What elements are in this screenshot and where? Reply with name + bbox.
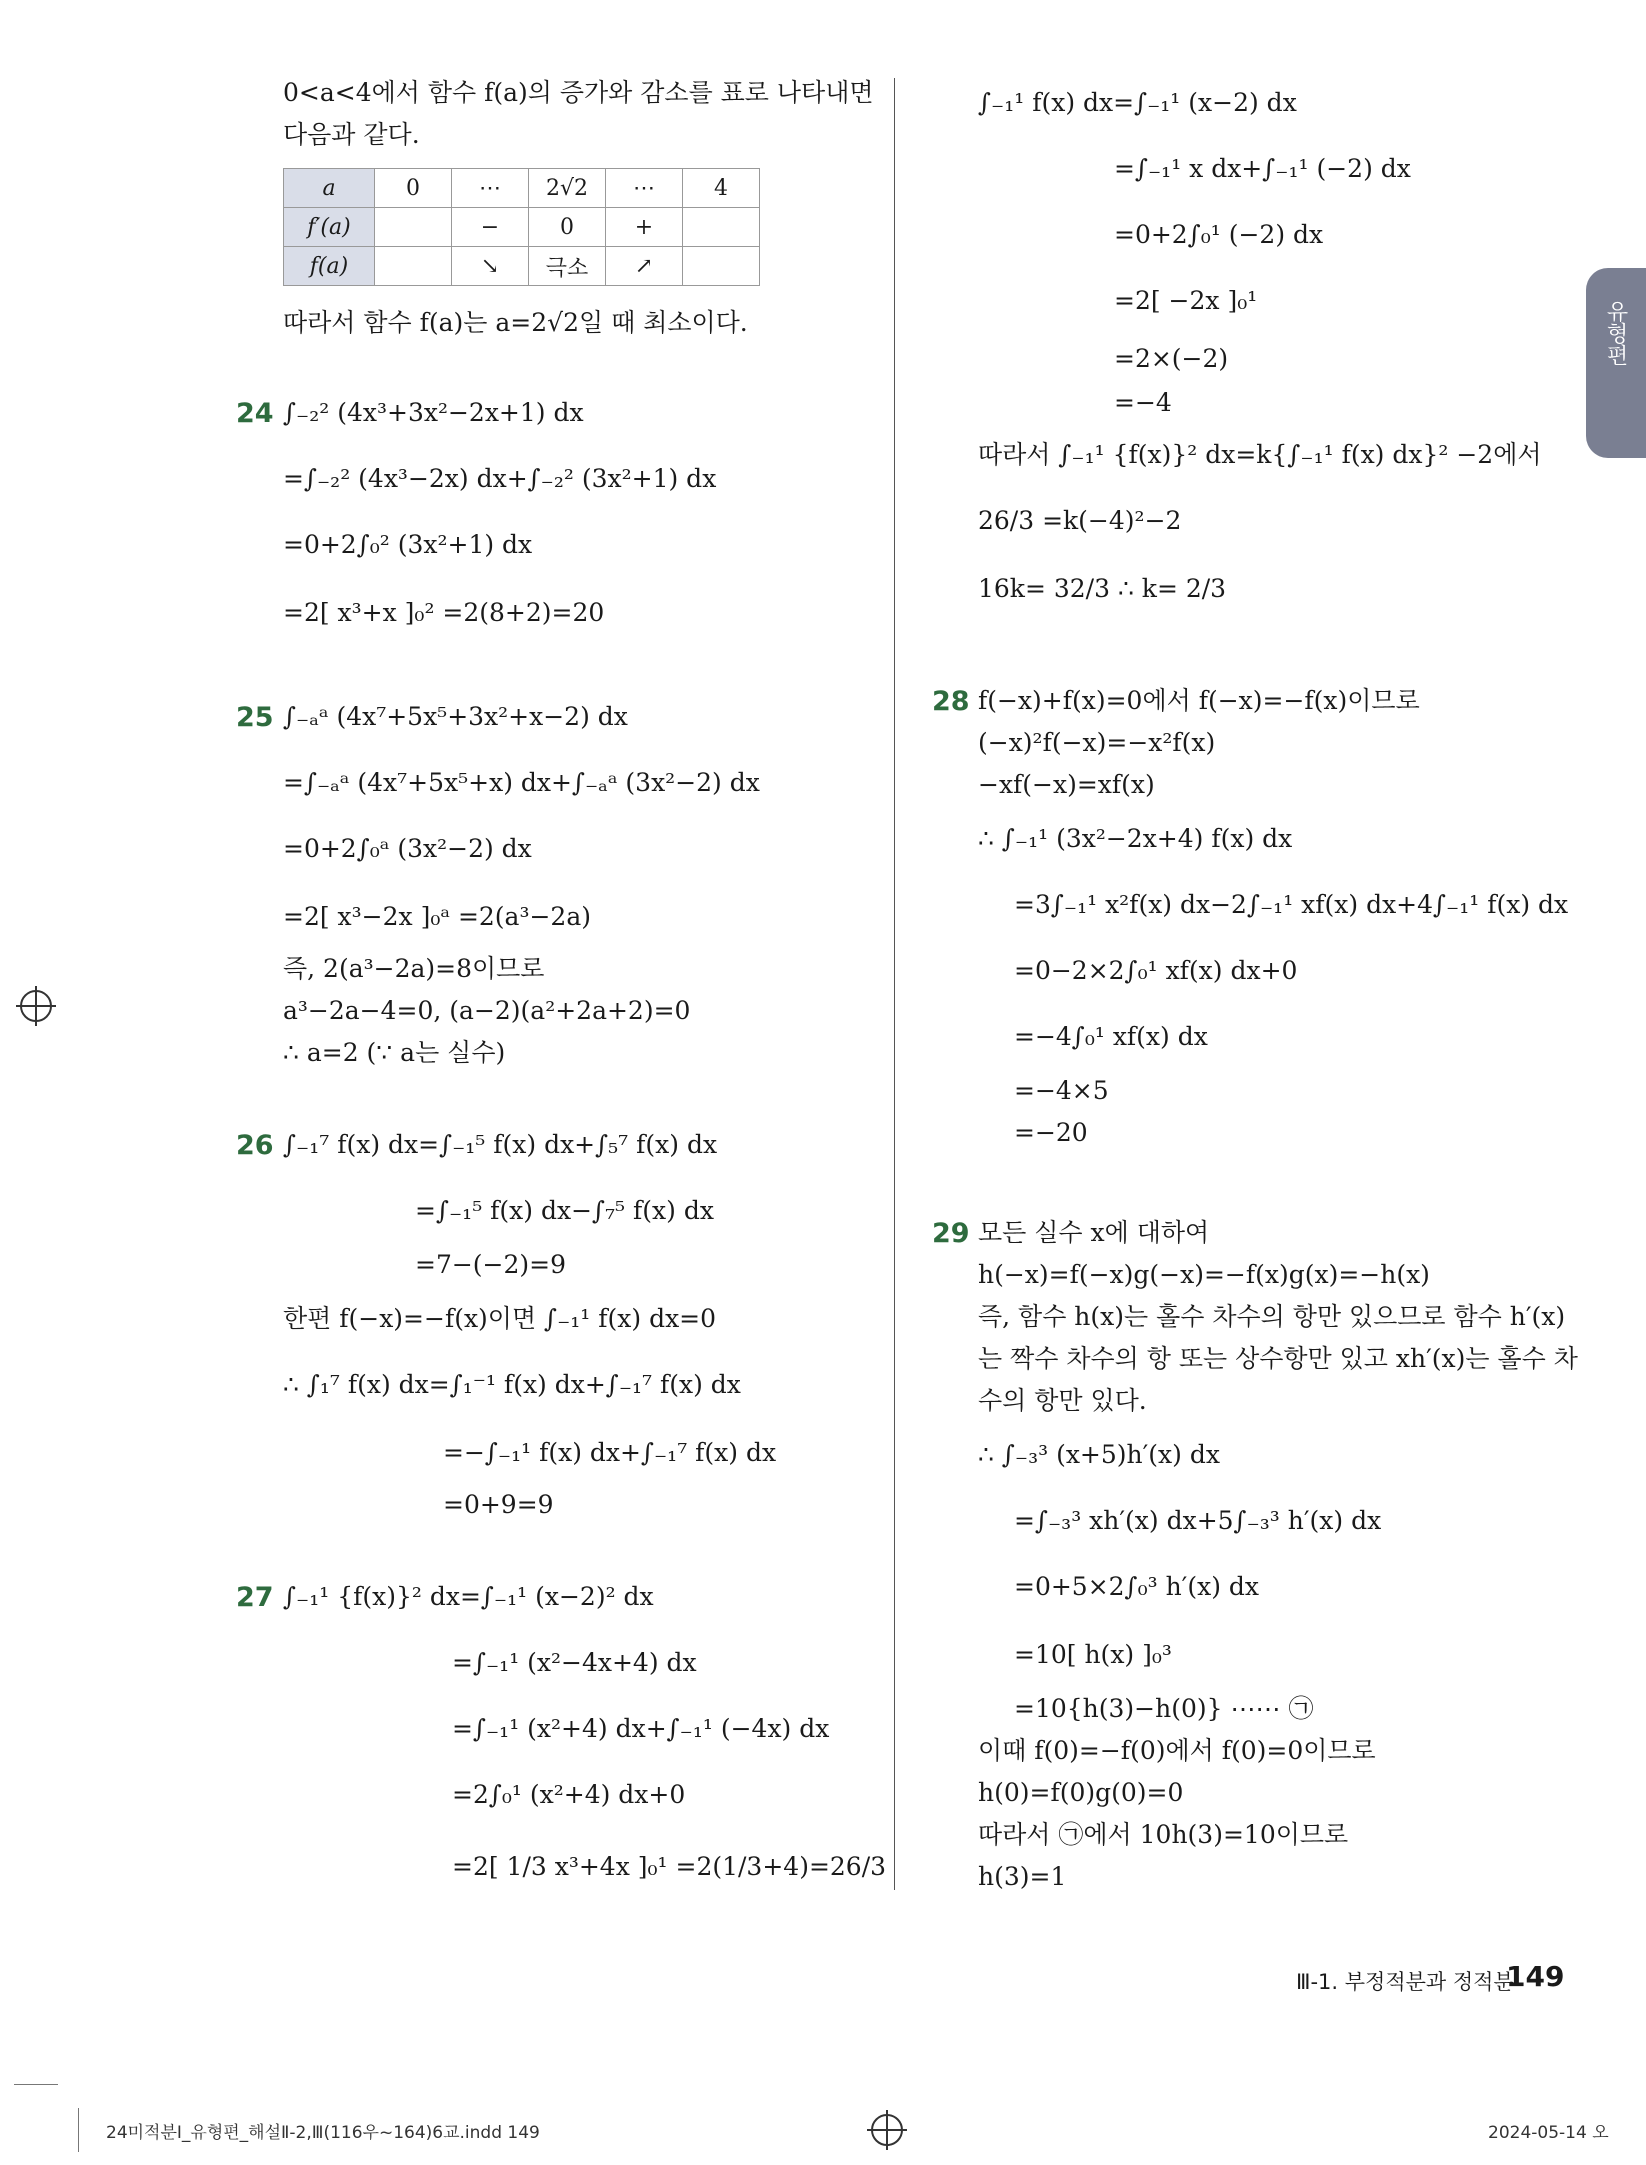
- p29-line: h(3)=1: [978, 1862, 1067, 1891]
- table-cell: 극소: [529, 247, 606, 286]
- table-cell: 4: [683, 169, 760, 208]
- p27-line: =∫₋₁¹ (x²−4x+4) dx: [452, 1648, 697, 1677]
- table-row: [284, 208, 760, 247]
- table-cell: +: [606, 208, 683, 247]
- p29-line: h(0)=f(0)g(0)=0: [978, 1778, 1184, 1807]
- p24-line: =2[ x³+x ]₀² =2(8+2)=20: [283, 598, 605, 627]
- table-cell: −: [452, 208, 529, 247]
- p26-line: =∫₋₁⁵ f(x) dx−∫₇⁵ f(x) dx: [415, 1196, 714, 1225]
- registration-mark-icon: [871, 2114, 903, 2146]
- p29-line: 수의 항만 있다.: [978, 1386, 1147, 1415]
- p28-line: (−x)²f(−x)=−x²f(x): [978, 728, 1216, 757]
- p28-line: f(−x)+f(x)=0에서 f(−x)=−f(x)이므로: [978, 686, 1420, 715]
- p28-line: =−4∫₀¹ xf(x) dx: [1014, 1022, 1208, 1051]
- p29-line: 는 짝수 차수의 항 또는 상수항만 있고 xh′(x)는 홀수 차: [978, 1344, 1578, 1373]
- table-cell: 0: [529, 208, 606, 247]
- p26-line: =7−(−2)=9: [415, 1250, 567, 1279]
- variation-table: [283, 168, 760, 286]
- p24-line: =0+2∫₀² (3x²+1) dx: [283, 530, 533, 559]
- p28-line: ∴ ∫₋₁¹ (3x²−2x+4) f(x) dx: [978, 824, 1293, 853]
- table-cell: a: [284, 169, 375, 208]
- side-tab-label: 유형편: [1603, 300, 1628, 366]
- registration-mark-icon: [20, 990, 52, 1022]
- p27cont-line: =−4: [1114, 388, 1172, 417]
- problem-number-28: 28: [932, 686, 970, 717]
- p29-line: 이때 f(0)=−f(0)에서 f(0)=0이므로: [978, 1736, 1376, 1765]
- file-info: 24미적분Ⅰ_유형편_해설Ⅱ-2,Ⅲ(116우~164)6교.indd 149: [106, 2123, 540, 2143]
- crop-mark: [78, 2108, 79, 2152]
- table-cell: ⋯: [452, 169, 529, 208]
- table-cell: ⋯: [606, 169, 683, 208]
- p25-line: a³−2a−4=0, (a−2)(a²+2a+2)=0: [283, 996, 691, 1025]
- table-cell: 2√2: [529, 169, 606, 208]
- page-number: 149: [1506, 1960, 1565, 1993]
- crop-mark: [14, 2084, 58, 2085]
- p28-line: −xf(−x)=xf(x): [978, 770, 1155, 799]
- intro-line-1: 0<a<4에서 함수 f(a)의 증가와 감소를 표로 나타내면: [283, 78, 874, 107]
- table-cell: [375, 247, 452, 286]
- p27cont-line: =∫₋₁¹ x dx+∫₋₁¹ (−2) dx: [1114, 154, 1411, 183]
- p27-line: ∫₋₁¹ {f(x)}² dx=∫₋₁¹ (x−2)² dx: [283, 1582, 654, 1611]
- table-cell: [375, 208, 452, 247]
- p24-line: ∫₋₂² (4x³+3x²−2x+1) dx: [283, 398, 584, 427]
- p29-line: 즉, 함수 h(x)는 홀수 차수의 항만 있으므로 함수 h′(x): [978, 1302, 1566, 1331]
- intro-line-2: 다음과 같다.: [283, 120, 420, 149]
- p27cont-line: =0+2∫₀¹ (−2) dx: [1114, 220, 1324, 249]
- print-date: 2024-05-14 오: [1488, 2123, 1609, 2143]
- p28-line: =−20: [1014, 1118, 1088, 1147]
- p24-line: =∫₋₂² (4x³−2x) dx+∫₋₂² (3x²+1) dx: [283, 464, 717, 493]
- p25-line: ∫₋ₐᵃ (4x⁷+5x⁵+3x²+x−2) dx: [283, 702, 628, 731]
- table-cell: 0: [375, 169, 452, 208]
- p27cont-line: ∫₋₁¹ f(x) dx=∫₋₁¹ (x−2) dx: [978, 88, 1297, 117]
- table-cell: f(a): [284, 247, 375, 286]
- table-cell: ↘: [452, 247, 529, 286]
- table-cell: ↗: [606, 247, 683, 286]
- p27cont-line: 16k= 32/3 ∴ k= 2/3: [978, 574, 1227, 603]
- p29-line: =10{h(3)−h(0)} ⋯⋯ ㉠: [1014, 1694, 1314, 1723]
- p29-line: 따라서 ㉠에서 10h(3)=10이므로: [978, 1820, 1349, 1849]
- p29-line: ∴ ∫₋₃³ (x+5)h′(x) dx: [978, 1440, 1220, 1469]
- table-cell: [683, 247, 760, 286]
- p25-line: =2[ x³−2x ]₀ᵃ =2(a³−2a): [283, 902, 591, 931]
- table-cell: [683, 208, 760, 247]
- table-cell: f′(a): [284, 208, 375, 247]
- p29-line: 모든 실수 x에 대하여: [978, 1218, 1210, 1247]
- p26-line: =0+9=9: [443, 1490, 554, 1519]
- problem-number-24: 24: [236, 398, 274, 429]
- p27cont-line: =2×(−2): [1114, 344, 1229, 373]
- conclusion: 따라서 함수 f(a)는 a=2√2일 때 최소이다.: [283, 308, 748, 337]
- p26-line: 한편 f(−x)=−f(x)이면 ∫₋₁¹ f(x) dx=0: [283, 1304, 717, 1333]
- p28-line: =0−2×2∫₀¹ xf(x) dx+0: [1014, 956, 1298, 985]
- p29-line: h(−x)=f(−x)g(−x)=−f(x)g(x)=−h(x): [978, 1260, 1430, 1289]
- problem-number-27: 27: [236, 1582, 274, 1613]
- p28-line: =−4×5: [1014, 1076, 1109, 1105]
- p28-line: =3∫₋₁¹ x²f(x) dx−2∫₋₁¹ xf(x) dx+4∫₋₁¹ f(x) dx: [1014, 890, 1569, 919]
- p25-line: =∫₋ₐᵃ (4x⁷+5x⁵+x) dx+∫₋ₐᵃ (3x²−2) dx: [283, 768, 760, 797]
- p26-line: =−∫₋₁¹ f(x) dx+∫₋₁⁷ f(x) dx: [443, 1438, 777, 1467]
- p26-line: ∴ ∫₁⁷ f(x) dx=∫₁⁻¹ f(x) dx+∫₋₁⁷ f(x) dx: [283, 1370, 741, 1399]
- chapter-label: Ⅲ-1. 부정적분과 정적분: [1296, 1970, 1514, 1994]
- problem-number-29: 29: [932, 1218, 970, 1249]
- problem-number-26: 26: [236, 1130, 274, 1161]
- p27cont-line: =2[ −2x ]₀¹: [1114, 286, 1258, 315]
- p29-line: =10[ h(x) ]₀³: [1014, 1640, 1172, 1669]
- p25-line: 즉, 2(a³−2a)=8이므로: [283, 954, 545, 983]
- p27-line: =2∫₀¹ (x²+4) dx+0: [452, 1780, 686, 1809]
- p25-line: ∴ a=2 (∵ a는 실수): [283, 1038, 506, 1067]
- table-row: [284, 247, 760, 286]
- p27cont-line: 26/3 =k(−4)²−2: [978, 506, 1182, 535]
- p27-line: =∫₋₁¹ (x²+4) dx+∫₋₁¹ (−4x) dx: [452, 1714, 830, 1743]
- p25-line: =0+2∫₀ᵃ (3x²−2) dx: [283, 834, 532, 863]
- p29-line: =∫₋₃³ xh′(x) dx+5∫₋₃³ h′(x) dx: [1014, 1506, 1382, 1535]
- p26-line: ∫₋₁⁷ f(x) dx=∫₋₁⁵ f(x) dx+∫₅⁷ f(x) dx: [283, 1130, 718, 1159]
- column-divider: [894, 78, 895, 1890]
- p29-line: =0+5×2∫₀³ h′(x) dx: [1014, 1572, 1260, 1601]
- table-row: [284, 169, 760, 208]
- p27cont-line: 따라서 ∫₋₁¹ {f(x)}² dx=k{∫₋₁¹ f(x) dx}² −2에서: [978, 440, 1542, 469]
- p27-line: =2[ 1/3 x³+4x ]₀¹ =2(1/3+4)=26/3: [452, 1852, 887, 1881]
- problem-number-25: 25: [236, 702, 274, 733]
